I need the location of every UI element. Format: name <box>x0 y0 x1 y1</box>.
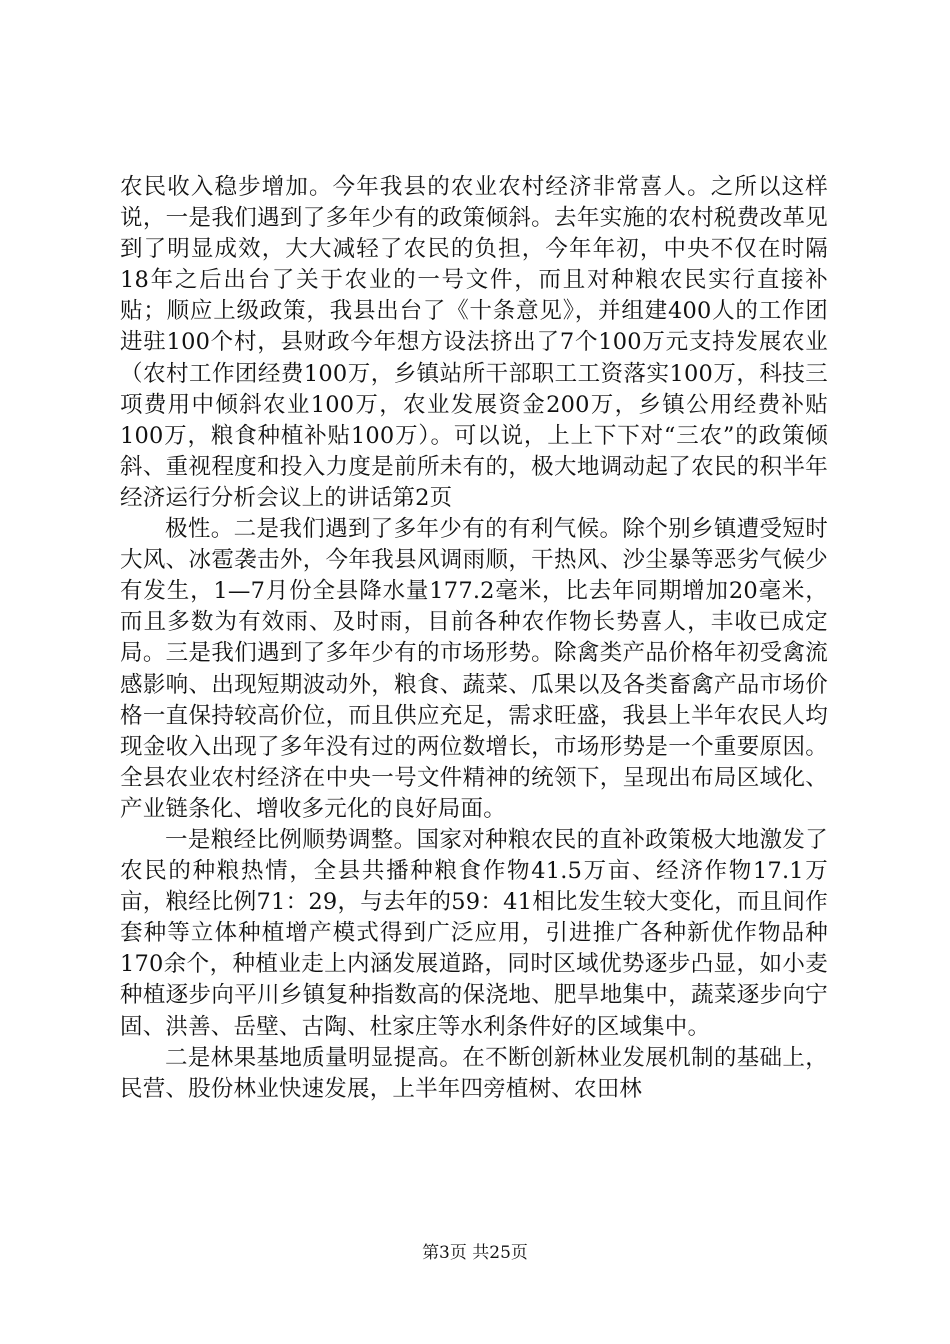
paragraph-4: 二是林果基地质量明显提高。在不断创新林业发展机制的基础上，民营、股份林业快速发展，上半年四旁植树、农田林 <box>120 1044 828 1102</box>
page-footer: 第3页 共25页 <box>422 1243 528 1263</box>
document-body <box>120 172 828 1105</box>
paragraph-3: 一是粮经比例顺势调整。国家对种粮农民的直补政策极大地激发了农民的种粮热情，全县共播种粮食作物41.5万亩、经济作物17.1万亩，粮经比例71：29，与去年的59：41相比发生较大变化，而且间作套种等立体种植增产模式得到广泛应用，引进推广各种新优作物品种170余个，种植业走上内涵发展道路，同时区域优势逐步凸显，如小麦种植逐步向平川乡镇复种指数高的保浇地、肥旱地集中，蔬菜逐步向宁固、洪善、岳壁、古陶、杜家庄等水利条件好的区域集中。 <box>120 826 828 1040</box>
paragraph-2: 极性。二是我们遇到了多年少有的有利气候。除个别乡镇遭受短时大风、冰雹袭击外，今年我县风调雨顺，干热风、沙尘暴等恶劣气候少有发生，1—7月份全县降水量177.2毫米，比去年同期增加20毫米，而且多数为有效雨、及时雨，目前各种农作物长势喜人，丰收已成定局。三是我们遇到了多年少有的市场形势。除禽类产品价格年初受禽流感影响、出现短期波动外，粮食、蔬菜、瓜果以及各类畜禽产品市场价格一直保持较高价位，而且供应充足，需求旺盛，我县上半年农民人均现金收入出现了多年没有过的两位数增长，市场形势是一个重要原因。全县农业农村经济在中央一号文件精神的统领下，呈现出布局区域化、产业链条化、增收多元化的良好局面。 <box>120 516 828 822</box>
paragraph-1: 农民收入稳步增加。今年我县的农业农村经济非常喜人。之所以这样说，一是我们遇到了多年少有的政策倾斜。去年实施的农村税费改革见到了明显成效，大大减轻了农民的负担，今年年初，中央不仅在时隔18年之后出台了关于农业的一号文件，而且对种粮农民实行直接补贴；顺应上级政策，我县出台了《十条意见》，并组建400人的工作团进驻100个村，县财政今年想方设法挤出了7个100万元支持发展农业（农村工作团经费100万，乡镇站所干部职工工资落实100万，科技三项费用中倾斜农业100万，农业发展资金200万，乡镇公用经费补贴100万，粮食种植补贴100万）。可以说，上上下下对“三农”的政策倾斜、重视程度和投入力度是前所未有的，极大地调动起了农民的积半年经济运行分析会议上的讲话第2页 <box>120 174 828 511</box>
